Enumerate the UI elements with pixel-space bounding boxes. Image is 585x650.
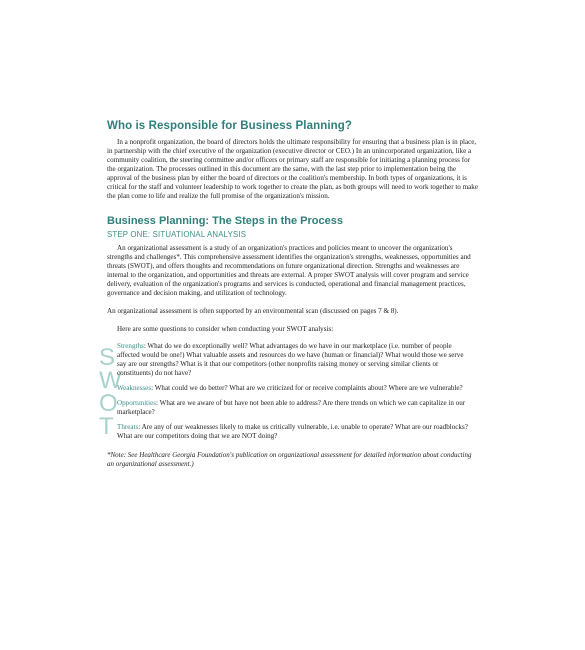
swot-key: Opportunities [117,399,157,407]
step-one-title: STEP ONE: SITUATIONAL ANALYSIS [107,230,247,239]
swot-text: : Are any of our weaknesses likely to make us critically vulnerable, i.e. unable to operate? What are our roadblocks? What are our competitors doing that we are NOT doing? [117,423,468,440]
swot-letter-w: W [99,367,122,394]
swot-letter-s: S [99,344,116,371]
swot-watermark [99,344,122,440]
assessment-paragraph: An organizational assessment is a study of an organization's practices and policies meant to uncover the organization's strengths and challenges*. This comprehensive assessment identifies the organization's strengths, weaknesses, opportunities and threats (SWOT), and offers thoughts and recommendations on future organizational direction. Strengths and weaknesses are internal to the organization, and opportunities and threats are external. A proper SWOT analysis will cover program and service delivery, evaluation of the organization's programs and services is conducted, operational and financial management practices, governance and decision making, and utilization of technology. [107,244,471,297]
swot-item-strengths [117,342,479,378]
swot-key: Strengths [117,342,144,350]
swot-key: Weaknesses [117,384,152,392]
swot-intro-paragraph: Here are some questions to consider when conducting your SWOT analysis: [117,325,334,333]
section-heading-steps: Business Planning: The Steps in the Process [107,215,343,227]
environmental-scan-paragraph: An organizational assessment is often supported by an environmental scan (discussed on pages 7 & 8). [107,307,399,315]
responsibility-paragraph: In a nonprofit organization, the board of directors holds the ultimate responsibility for ensuring that a business plan is in place, in partnership with the chief executive of the organization (executive director or CEO.) In an unincorporated organization, like a community coalition, the steering committee and/or officers or primary staff are responsible for initiating a planning process for the organization. The processes outlined in this document are the same, with the last step prior to implementation being the approval of the business plan by either the board of directors or the coalition's membership. In both types of organizations, it is critical for the staff and volunteer leadership to work together to create the plan, as both groups will need to work together to make the plan come to life and realize the full promise of the organization's mission. [107,138,478,200]
swot-item-weaknesses [117,384,479,393]
swot-key: Threats [117,423,139,431]
swot-letter-o: O [99,390,118,417]
footnote: *Note: See Healthcare Georgia Foundation's publication on organizational assessment for detailed information about conducting an organizational assessment.) [107,451,472,468]
swot-text: : What could we do better? What are we criticized for or receive complaints about? Where are we vulnerable? [151,384,463,392]
page-content [99,120,479,468]
swot-text: : What are we aware of but have not been able to address? Are there trends on which we can capitalize in our marketplace? [117,399,466,416]
section-heading-responsibility: Who is Responsible for Business Planning? [107,120,352,132]
swot-text: : What do we do exceptionally well? What advantages do we have in our marketplace (i.e. number of people affected would be one!) What valuable assets and resources do we have (human or financial)? What would those we serve say are our strengths? What is it that our competitors (other nonprofits raising money or serving similar clients or constituents) do not have? [117,342,464,377]
swot-item-threats [117,423,479,441]
swot-letter-t: T [99,413,114,440]
swot-list [99,342,479,441]
swot-item-opportunities [117,399,479,417]
